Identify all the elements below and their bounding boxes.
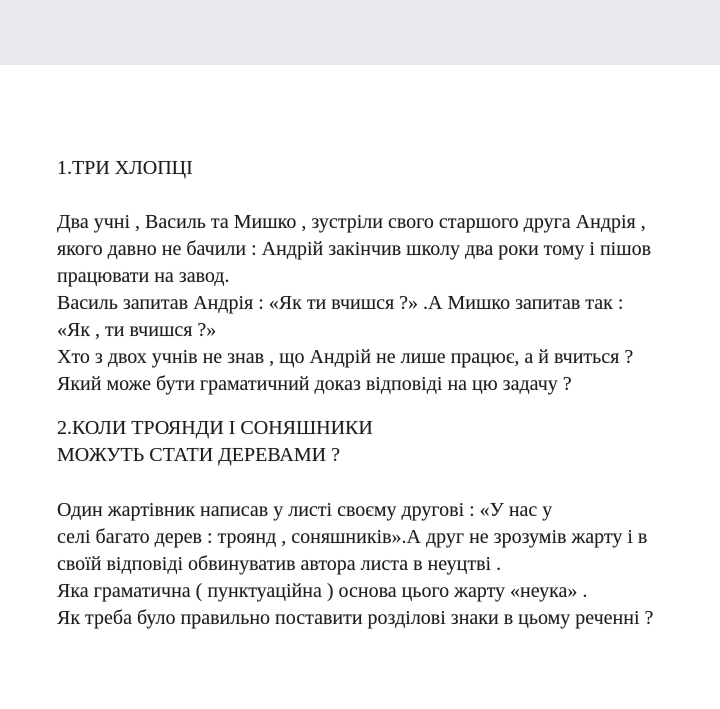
text-line: Василь запитав Андрія : «Як ти вчишся ?» .А Мишко запитав так : [57, 292, 624, 314]
text-line: «Як , ти вчишся ?» [57, 319, 217, 341]
section2-heading [57, 415, 680, 469]
text-line: своїй відповіді обвинуватив автора листа в неуцтві . [57, 553, 502, 575]
text-line: якого давно не бачили : Андрій закінчив школу два роки тому і пішов [57, 238, 652, 260]
section2-heading-line1: 2.КОЛИ ТРОЯНДИ І СОНЯШНИКИ [57, 417, 373, 439]
section1-heading-text: 1.ТРИ ХЛОПЦІ [57, 157, 193, 179]
text-line: Як треба було правильно поставити розділові знаки в цьому реченні ? [57, 607, 654, 629]
section1-paragraph [57, 209, 680, 398]
top-band [0, 0, 720, 65]
text-line: Два учні , Василь та Мишко , зустріли свого старшого друга Андрія , [57, 211, 646, 233]
section1-heading [57, 155, 680, 182]
text-line: Хто з двох учнів не знав , що Андрій не лише працює, а й вчиться ? [57, 346, 634, 368]
text-line: Один жартівник написав у листі своєму другові : «У нас у [57, 499, 553, 521]
document-page [0, 65, 720, 632]
text-line: Який може бути граматичний доказ відповіді на цю задачу ? [57, 373, 572, 395]
section2-heading-line2: МОЖУТЬ СТАТИ ДЕРЕВАМИ ? [57, 444, 340, 466]
section2-paragraph [57, 497, 680, 632]
text-line: працювати на завод. [57, 265, 230, 287]
text-line: селі багато дерев : троянд , соняшників».А друг не зрозумів жарту і в [57, 526, 648, 548]
text-line: Яка граматична ( пунктуаційна ) основа цього жарту «неука» . [57, 580, 588, 602]
